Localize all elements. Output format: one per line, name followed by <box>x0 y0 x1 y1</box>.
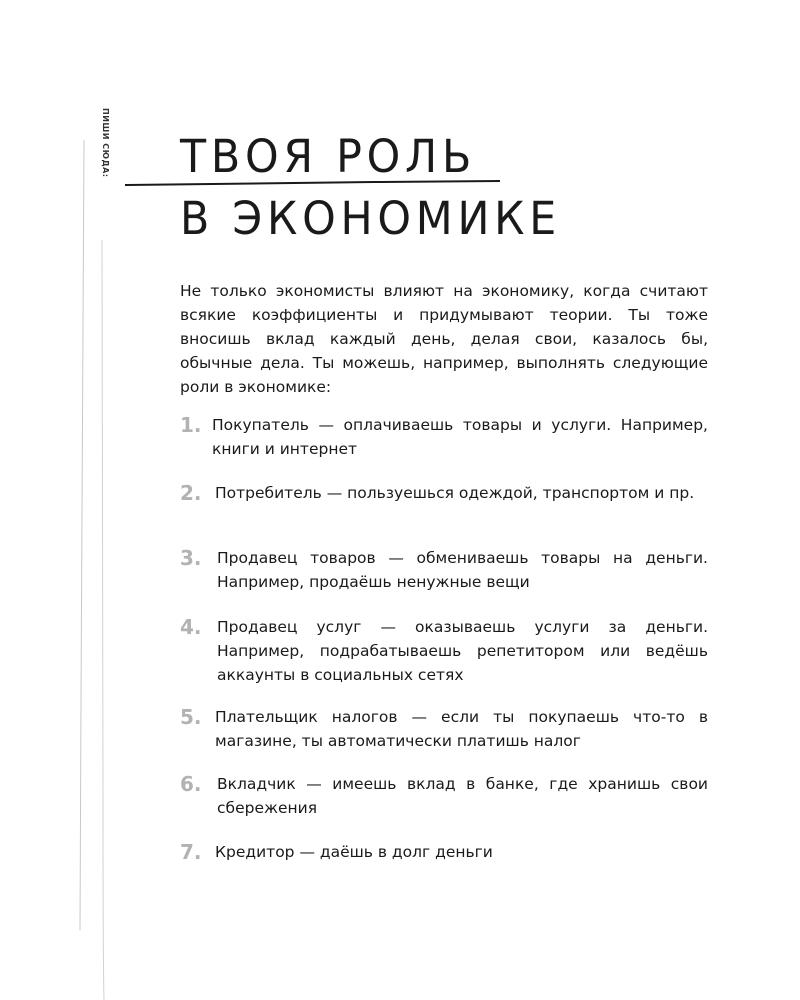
page-title-line-1: ТВОЯ РОЛЬ <box>180 130 477 183</box>
role-text: Продавец товаров — обмениваешь товары на деньги. Например, продаёшь ненужные вещи <box>217 549 708 591</box>
role-number: 3. <box>180 546 202 570</box>
role-text: Кредитор — даёшь в долг деньги <box>215 843 493 861</box>
role-number: 6. <box>180 772 202 796</box>
role-item <box>180 413 708 461</box>
role-text: Потребитель — пользуешься одеждой, транспортом и пр. <box>215 484 695 502</box>
role-text: Вкладчик — имеешь вклад в банке, где хранишь свои сбережения <box>217 775 708 817</box>
role-number: 7. <box>180 840 202 864</box>
role-number: 2. <box>180 481 202 505</box>
role-number: 5. <box>180 705 202 729</box>
title-underline <box>125 178 505 188</box>
role-item <box>180 840 708 864</box>
role-item <box>180 772 708 820</box>
role-item <box>180 481 708 505</box>
role-text: Плательщик налогов — если ты покупаешь что-то в магазине, ты автоматически платишь налог <box>215 708 708 750</box>
page-title-line-2: В ЭКОНОМИКЕ <box>180 192 562 245</box>
intro-paragraph: Не только экономисты влияют на экономику, когда считают всякие коэффициенты и придумывают теории. Ты тоже вносишь вклад каждый день, делая свои, казалось бы, обычные дела. Ты можешь, например, выполнять следующие роли в экономике: <box>180 282 708 396</box>
role-item <box>180 705 708 753</box>
role-number: 1. <box>180 413 202 437</box>
role-item <box>180 615 708 687</box>
role-text: Покупатель — оплачиваешь товары и услуги. Например, книги и интернет <box>212 416 708 458</box>
role-number: 4. <box>180 615 202 639</box>
role-text: Продавец услуг — оказываешь услуги за деньги. Например, подрабатываешь репетитором или ведёшь аккаунты в социальных сетях <box>217 618 708 684</box>
side-label: ПИШИ СЮДА: <box>101 108 110 178</box>
hand-drawn-margin-lines <box>0 0 130 1000</box>
role-item <box>180 546 708 594</box>
